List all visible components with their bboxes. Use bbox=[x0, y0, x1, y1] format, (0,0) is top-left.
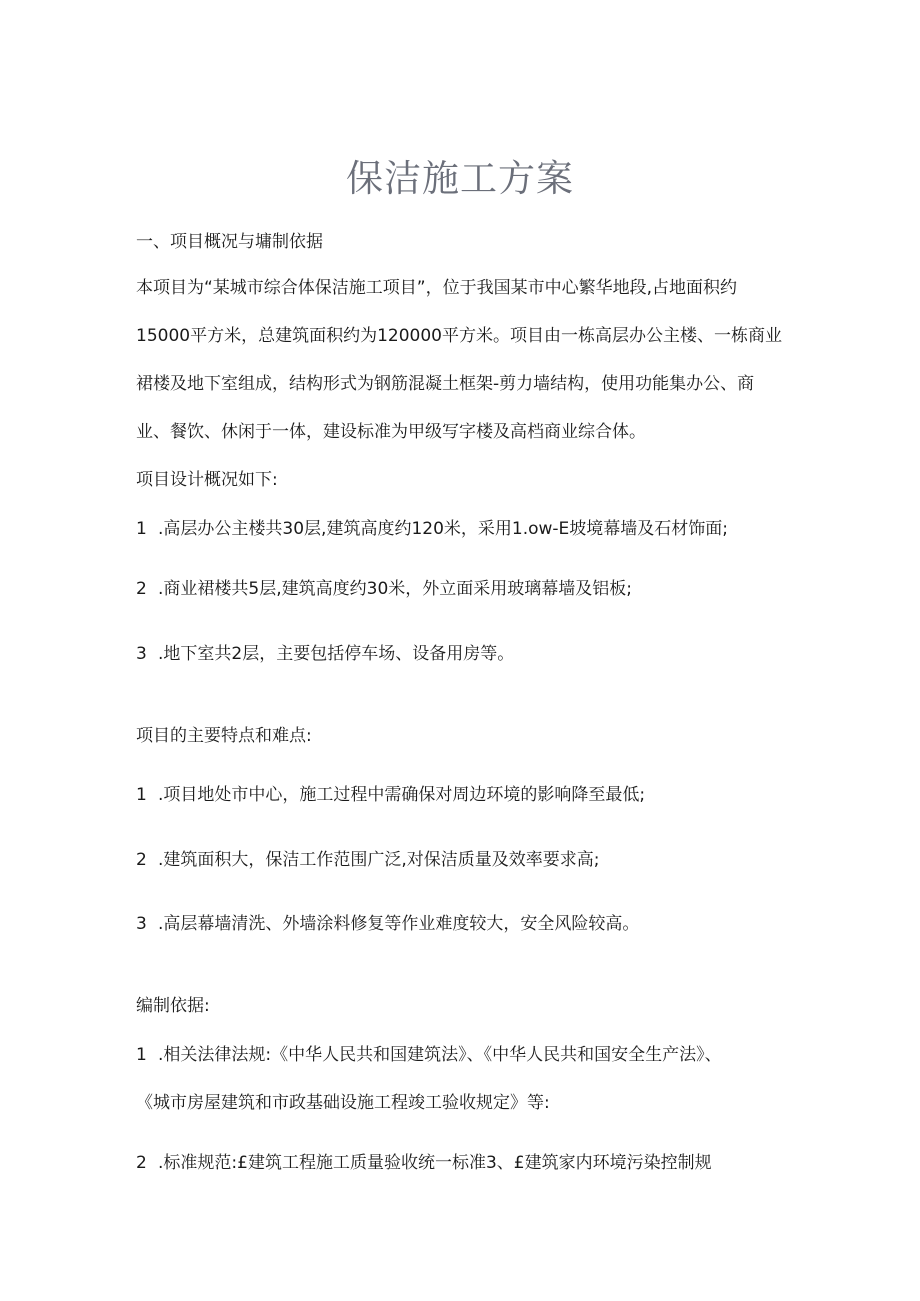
design-item-3 bbox=[136, 642, 514, 666]
list-text: .项目地处市中心，施工过程中需确保对周边环境的影响降至最低; bbox=[158, 785, 646, 805]
features-item-2 bbox=[136, 848, 600, 872]
list-number: 2 bbox=[136, 850, 147, 870]
list-number: 3 bbox=[136, 644, 147, 664]
design-item-1 bbox=[136, 517, 728, 541]
list-text: .高层幕墙清洗、外墙涂料修复等作业难度较大，安全风险较高。 bbox=[158, 914, 640, 934]
document-title: 保洁施工方案 bbox=[346, 157, 574, 200]
intro-line-3: 裙楼及地下室组成，结构形式为钢筋混凝土框架-剪力墙结构，使用功能集办公、商 bbox=[136, 374, 755, 394]
intro-line-1: 本项目为“某城市综合体保洁施工项目”，位于我国某市中心繁华地段,占地面积约 bbox=[136, 278, 738, 298]
intro-line-2: 15000平方米，总建筑面积约为120000平方米。项目由一栋高层办公主楼、一栋商业 bbox=[136, 326, 782, 346]
basis-item-2 bbox=[136, 1151, 712, 1175]
features-item-3 bbox=[136, 912, 639, 936]
list-text: .建筑面积大，保洁工作范围广泛,对保洁质量及效率要求高; bbox=[158, 850, 600, 870]
features-heading: 项目的主要特点和难点: bbox=[136, 726, 312, 746]
list-number: 1 bbox=[136, 1045, 147, 1065]
basis-item-1-continued: 《城市房屋建筑和市政基础设施工程竣工验收规定》等: bbox=[136, 1093, 550, 1113]
list-text: .相关法律法规:《中华人民共和国建筑法》、《中华人民共和国安全生产法》、 bbox=[158, 1045, 722, 1065]
list-text: .高层办公主楼共30层,建筑高度约120米，采用1.ow-E坡境幕墙及石材饰面; bbox=[158, 519, 729, 539]
section-heading: 一、项目概况与墉制依据 bbox=[136, 232, 323, 252]
list-text: .标准规范:£建筑工程施工质量验收统一标准3、£建筑家内环境污染控制规 bbox=[158, 1153, 712, 1173]
list-number: 2 bbox=[136, 579, 147, 599]
list-text: .地下室共2层，主要包括停车场、设备用房等。 bbox=[158, 644, 515, 664]
basis-heading: 编制依据: bbox=[136, 996, 210, 1016]
design-heading: 项目设计概况如下: bbox=[136, 470, 278, 490]
design-item-2 bbox=[136, 577, 632, 601]
list-number: 2 bbox=[136, 1153, 147, 1173]
features-item-1 bbox=[136, 783, 645, 807]
list-number: 1 bbox=[136, 519, 147, 539]
basis-item-1 bbox=[136, 1043, 722, 1067]
list-number: 3 bbox=[136, 914, 147, 934]
list-text: .商业裙楼共5层,建筑高度约30米，外立面采用玻璃幕墙及铝板; bbox=[158, 579, 632, 599]
list-number: 1 bbox=[136, 785, 147, 805]
intro-line-4: 业、餐饮、休闲于一体，建设标准为甲级写字楼及高档商业综合体。 bbox=[136, 422, 646, 442]
